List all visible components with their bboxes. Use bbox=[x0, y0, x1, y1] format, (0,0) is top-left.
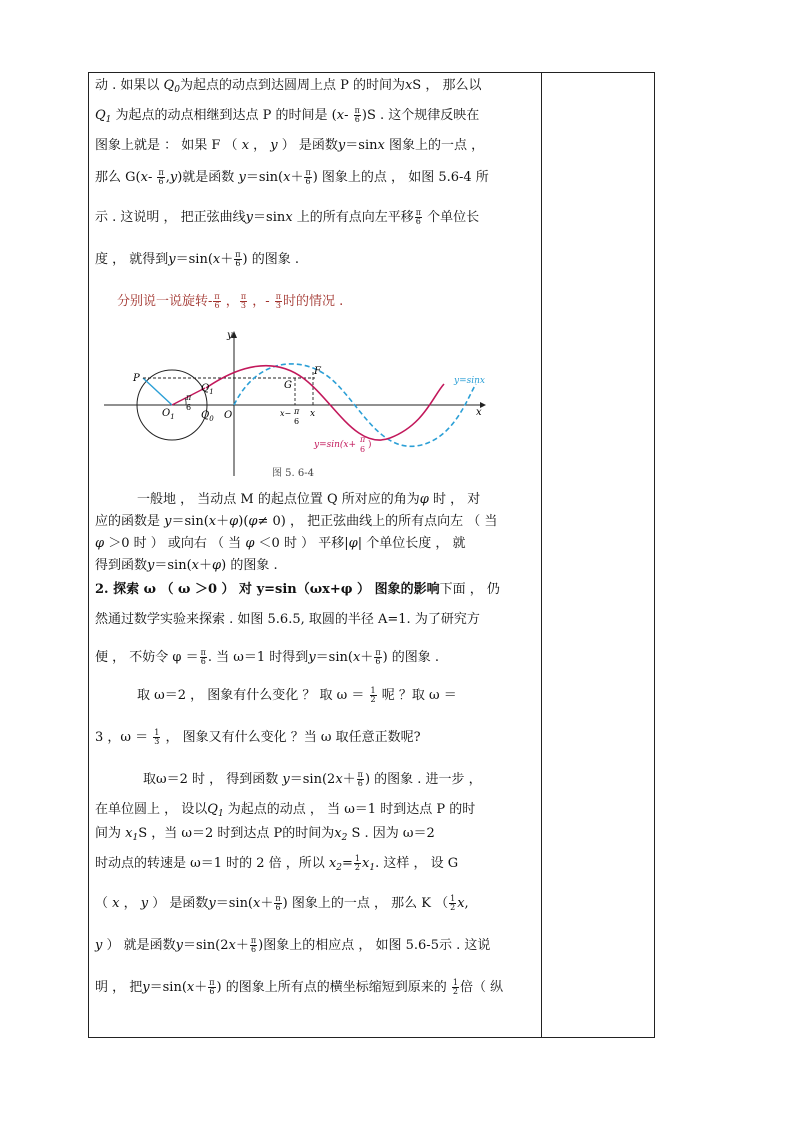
angle-num: π bbox=[186, 393, 192, 402]
label-G: G bbox=[284, 380, 292, 391]
fraction: $\frac{\pi}{6}$ bbox=[214, 292, 220, 310]
curve-sin-x-plus-pi6 bbox=[206, 366, 444, 440]
p2-line4: 得到函数y＝sin(x＋φ) 的图象 . bbox=[95, 558, 278, 573]
s2-line6: 取ω＝2 时 ， 得到函数 y＝sin(2x＋ $\frac{\pi}{6}$ ) 的图象 . 进一步 ， bbox=[143, 770, 482, 788]
s2-line1: 2. 探索 ω （ ω ＞0 ） 对 y=sin（ωx+φ ） 图象的影响下面 ， 仍 bbox=[95, 582, 500, 597]
figure-5-6-4 bbox=[98, 326, 493, 478]
s2-line4: 取 ω＝2 ， 图象有什么变化 ？ 取 ω ＝ $\frac{1}{2}$ 呢 ？取 ω ＝ bbox=[137, 686, 457, 704]
fraction: $\frac{\pi}{6}$ bbox=[415, 208, 421, 226]
label-sinx: y=sinx bbox=[454, 376, 485, 386]
label-Q0: $Q_0$ bbox=[201, 410, 214, 423]
label-shift: y=sin(x+ bbox=[314, 440, 357, 450]
fraction: $\frac{\pi}{6}$ bbox=[209, 978, 215, 996]
p2-line3: φ ＞0 时 ） 或向右 （ 当 φ ＜0 时 ） 平移|φ| 个单位长度 ， 就 bbox=[95, 536, 466, 551]
rotation-prompt: 分别说一说旋转- $\frac{\pi}{6}$ ， $\frac{\pi}{3}$ ，- $\frac{\pi}{3}$ 时的情况 . bbox=[117, 292, 344, 310]
fraction: $\frac{\pi}{6}$ bbox=[158, 168, 164, 186]
s2-line2: 然通过数学实验来探索 . 如图 5.6.5, 取圆的半径 A=1. 为了研究方 bbox=[95, 612, 480, 627]
label-x-point: x bbox=[310, 409, 316, 419]
s2-line7: 在单位圆上 ， 设以$Q_1$ 为起点的动点 ， 当 ω＝1 时到达点 P 的时 bbox=[95, 802, 476, 819]
column-divider bbox=[541, 72, 542, 1038]
fraction: $\frac{\pi}{3}$ bbox=[275, 292, 282, 310]
section-heading: 2. 探索 ω （ ω ＞0 ） 对 y=sin（ωx+φ ） 图象的影响 bbox=[95, 582, 440, 597]
fraction: $\frac{1}{2}$ bbox=[452, 978, 458, 996]
label-O: O bbox=[224, 410, 233, 421]
s2-line8: 间为 $x_1S$ ，当 ω＝2 时到达点 P的时间为$x_2$ S . 因为 ω＝2 bbox=[95, 826, 435, 843]
radius-O1P bbox=[143, 378, 172, 405]
figure-caption: 图 5. 6-4 bbox=[272, 468, 315, 479]
label-P: P bbox=[133, 373, 140, 384]
s2-line3: 便 ， 不妨令 φ ＝ $\frac{\pi}{6}$ . 当 ω＝1 时得到y＝sin(x＋ $\frac{\pi}{6}$ ) 的图象 . bbox=[95, 648, 440, 666]
fraction: $\frac{1}{3}$ bbox=[154, 728, 160, 746]
fraction: $\frac{\pi}{6}$ bbox=[235, 250, 241, 268]
fraction: $\frac{\pi}{6}$ bbox=[357, 770, 363, 788]
fraction: $\frac{\pi}{6}$ bbox=[375, 648, 381, 666]
fraction: $\frac{1}{2}$ bbox=[354, 854, 361, 872]
label-Q1: $Q_1$ bbox=[201, 383, 214, 396]
p1-line2: $Q_1$ 为起点的动点相继到达点 P 的时间是 (x- $\frac{\pi}{6}$ )S . 这个规律反映在 bbox=[95, 106, 480, 125]
p2-line2: 应的函数是 y＝sin(x＋φ)(φ≠ 0) ， 把正弦曲线上的所有点向左 （ 当 bbox=[95, 514, 498, 529]
fraction: $\frac{\pi}{6}$ bbox=[250, 936, 257, 954]
fraction: $\frac{1}{2}$ bbox=[370, 686, 376, 704]
label-x-minus-den: 6 bbox=[294, 417, 300, 426]
s2-line11: y ） 就是函数y＝sin(2x＋ $\frac{\pi}{6}$ )图象上的相应点 ， 如图 5.6-5示 . 这说 bbox=[95, 936, 491, 954]
fraction: $\frac{\pi}{6}$ bbox=[354, 106, 360, 124]
fraction: $\frac{\pi}{6}$ bbox=[275, 894, 281, 912]
s2-line9: 时动点的转速是 ω＝1 时的 2 倍 ，所以 $x_2=$ $\frac{1}{2}$ $x_1$. 这样 ， 设 G bbox=[95, 854, 459, 873]
label-y: y bbox=[227, 330, 233, 341]
s2-line12: 明 ， 把y＝sin(x＋ $\frac{\pi}{6}$ ) 的图象上所有点的横坐标缩短到原来的 $\frac{1}{2}$ 倍（ 纵 bbox=[95, 978, 504, 996]
fraction: $\frac{\pi}{3}$ bbox=[240, 292, 247, 310]
label-shift-close: ) bbox=[368, 440, 372, 450]
label-x-minus-num: π bbox=[294, 407, 300, 416]
p1-line5: 示 . 这说明 ， 把正弦曲线y＝sinx 上的所有点向左平移 $\frac{\pi}{6}$ 个单位长 bbox=[95, 208, 480, 226]
p1-line6: 度 ， 就得到y＝sin(x＋ $\frac{\pi}{6}$ ) 的图象 . bbox=[95, 250, 300, 268]
p1-line1: 动 . 如果以 $Q_0$为起点的动点到达圆周上点 P 的时间为xS ， 那么以 bbox=[95, 78, 482, 95]
label-O1: $O_1$ bbox=[162, 408, 175, 421]
label-x-minus: x− bbox=[280, 409, 292, 418]
fraction: $\frac{\pi}{6}$ bbox=[200, 648, 206, 666]
angle-den: 6 bbox=[186, 403, 192, 412]
fraction: $\frac{\pi}{6}$ bbox=[305, 168, 311, 186]
label-shift-den: 6 bbox=[360, 445, 366, 454]
s2-line5: 3 ，ω ＝ $\frac{1}{3}$ ， 图象又有什么变化 ？当 ω 取任意正数呢? bbox=[95, 728, 421, 746]
p2-line1: 一般地 ， 当动点 M 的起点位置 Q 所对应的角为φ 时 ， 对 bbox=[137, 492, 481, 507]
p1-line4: 那么 G(x- $\frac{\pi}{6}$ ,y)就是函数 y＝sin(x＋ $\frac{\pi}{6}$ ) 图象上的点 ， 如图 5.6-4 所 bbox=[95, 168, 489, 186]
label-shift-num: π bbox=[360, 435, 366, 444]
s2-line10: （ x ， y ） 是函数y＝sin(x＋ $\frac{\pi}{6}$ ) 图象上的一点 ， 那么 K （ $\frac{1}{2}$ x, bbox=[95, 894, 469, 912]
fraction: $\frac{1}{2}$ bbox=[450, 894, 456, 912]
label-x: x bbox=[476, 407, 482, 418]
p1-line3: 图象上就是 ： 如果 F （ x ， y ） 是函数y＝sinx 图象上的一点 ， bbox=[95, 138, 485, 153]
label-F: F bbox=[314, 366, 321, 377]
